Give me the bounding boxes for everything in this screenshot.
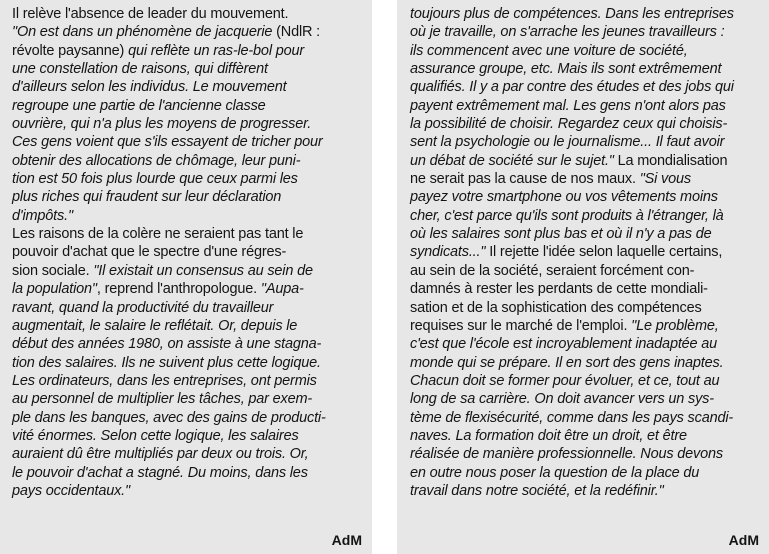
text-line — [410, 317, 761, 335]
article-column-right — [397, 0, 769, 554]
quote-text: travail dans notre société, et la redéfinir." — [410, 482, 664, 499]
text-line — [410, 354, 761, 372]
quote-text: syndicats..." — [410, 244, 490, 261]
text-line — [410, 262, 761, 280]
body-text: requises sur le marché de l'emploi. — [410, 317, 632, 334]
body-text: , reprend l'anthropologue. — [96, 281, 261, 298]
text-line — [410, 207, 761, 225]
text-line — [12, 170, 363, 188]
quote-text: "Il existait un consensus au sein de — [93, 262, 313, 279]
quote-text: "Le problème, — [631, 317, 719, 334]
text-line — [410, 188, 761, 206]
text-line — [410, 60, 761, 78]
quote-text: d'impôts." — [12, 207, 73, 224]
quote-text: Chacun doit se former pour évoluer, et ce, tout au — [410, 372, 720, 389]
text-line — [12, 97, 363, 115]
quote-text: qui reflète un ras-le-bol pour — [128, 42, 305, 59]
quote-text: assurance groupe, etc. Mais ils sont extrêmement — [410, 61, 722, 78]
quote-text: le pouvoir d'achat a stagné. Du moins, dans les — [12, 464, 308, 481]
quote-text: un débat de société sur le sujet." — [410, 152, 618, 169]
article-column-left — [0, 0, 372, 554]
text-line — [410, 97, 761, 115]
body-text: pouvoir d'achat que le spectre d'une régres- — [12, 244, 287, 261]
text-line — [12, 152, 363, 170]
text-line — [12, 445, 363, 463]
text-line — [410, 280, 761, 298]
quote-text: ils commencent avec une voiture de société, — [410, 42, 688, 59]
quote-text: ravant, quand la productivité du travailleur — [12, 299, 274, 316]
text-line — [12, 354, 363, 372]
text-line — [410, 225, 761, 243]
quote-text: où je travaille, on s'arrache les jeunes travailleurs : — [410, 24, 725, 41]
text-line — [12, 317, 363, 335]
author-signature: AdM — [331, 532, 362, 548]
text-line — [410, 243, 761, 261]
body-text: Il rejette l'idée selon laquelle certains, — [489, 244, 723, 261]
text-line — [12, 243, 363, 261]
quote-text: ouvrière, qui n'a plus les moyens de progresser. — [12, 116, 312, 133]
quote-text: réalisée de manière professionnelle. Nous devons — [410, 446, 723, 463]
text-line — [410, 427, 761, 445]
text-line — [12, 42, 363, 60]
quote-text: la possibilité de choisir. Regardez ceux qui choisis- — [410, 116, 728, 133]
text-line — [410, 464, 761, 482]
quote-text: "Si vous — [639, 171, 691, 188]
quote-text: qualifiés. Il y a par contre des études et des jobs qui — [410, 79, 734, 96]
quote-text: long de sa carrière. On doit avancer vers un sys- — [410, 391, 714, 408]
quote-text: sent la psychologie ou le journalisme... Il faut avoir — [410, 134, 725, 151]
quote-text: payent extrêmement mal. Les gens n'ont alors pas — [410, 97, 726, 114]
text-line — [410, 390, 761, 408]
text-line — [12, 60, 363, 78]
text-line — [12, 188, 363, 206]
quote-text: Ces gens voient que s'ils essayent de tricher pour — [12, 134, 323, 151]
quote-text: regroupe une partie de l'ancienne classe — [12, 97, 266, 114]
text-line — [410, 152, 761, 170]
text-line — [410, 335, 761, 353]
quote-text: auraient dû être multipliés par deux ou trois. Or, — [12, 446, 309, 463]
text-line — [12, 390, 363, 408]
body-text: damnés à rester les perdants de cette mondiali- — [410, 281, 708, 298]
quote-text: "On est dans un phénomène de jacquerie — [12, 24, 277, 41]
quote-text: naves. La formation doit être un droit, et être — [410, 427, 687, 444]
quote-text: au personnel de multiplier les tâches, par exem- — [12, 391, 313, 408]
quote-text: en outre nous poser la question de la place du — [410, 464, 700, 481]
quote-text: payez votre smartphone ou vos vêtements moins — [410, 189, 718, 206]
quote-text: "Aupa- — [260, 281, 304, 298]
text-line — [12, 335, 363, 353]
text-line — [12, 207, 363, 225]
body-text: Il relève l'absence de leader du mouvement. — [12, 6, 289, 22]
text-line — [410, 445, 761, 463]
quote-text: obtenir des allocations de chômage, leur puni- — [12, 152, 301, 169]
text-line — [410, 482, 761, 500]
quote-text: c'est que l'école est incroyablement inadaptée au — [410, 336, 718, 353]
article-body-right — [410, 5, 761, 500]
text-line — [410, 23, 761, 41]
body-text: sion sociale. — [12, 262, 94, 279]
quote-text: plus riches qui fraudent sur leur déclaration — [12, 189, 282, 206]
text-line — [12, 280, 363, 298]
text-line — [12, 225, 363, 243]
text-line — [12, 5, 363, 23]
text-line — [12, 299, 363, 317]
text-line — [410, 115, 761, 133]
text-line — [12, 78, 363, 96]
text-line — [12, 409, 363, 427]
text-line — [410, 42, 761, 60]
text-line — [410, 133, 761, 151]
text-line — [12, 482, 363, 500]
body-text: au sein de la société, seraient forcément con- — [410, 262, 695, 279]
author-signature: AdM — [728, 532, 759, 548]
body-text: révolte paysanne) — [12, 42, 129, 59]
text-line — [12, 427, 363, 445]
quote-text: monde qui se prépare. Il en sort des gens inaptes. — [410, 354, 724, 371]
text-line — [12, 115, 363, 133]
quote-text: une constellation de raisons, qui diffèrent — [12, 61, 268, 78]
text-line — [410, 170, 761, 188]
text-line — [410, 5, 761, 23]
quote-text: la population" — [12, 281, 97, 298]
quote-text: toujours plus de compétences. Dans les entreprises — [410, 6, 734, 22]
quote-text: cher, c'est parce qu'ils sont produits à l'étranger, là — [410, 207, 724, 224]
text-line — [12, 23, 363, 41]
quote-text: d'ailleurs selon les individus. Le mouvement — [12, 79, 287, 96]
quote-text: tème de flexisécurité, comme dans les pays scandi- — [410, 409, 734, 426]
quote-text: tion des salaires. Ils ne suivent plus cette logique. — [12, 354, 321, 371]
quote-text: ple dans les banques, avec des gains de producti- — [12, 409, 326, 426]
quote-text: début des années 1980, on assiste à une stagna- — [12, 336, 322, 353]
body-text: Les raisons de la colère ne seraient pas tant le — [12, 226, 304, 243]
quote-text: pays occidentaux." — [12, 482, 130, 499]
text-line — [410, 409, 761, 427]
quote-text: augmentait, le salaire le reflétait. Or, depuis le — [12, 317, 298, 334]
quote-text: vité énormes. Selon cette logique, les salaires — [12, 427, 299, 444]
text-line — [12, 133, 363, 151]
body-text: (NdlR : — [276, 24, 321, 41]
body-text: sation et de la sophistication des compétences — [410, 299, 702, 316]
body-text: ne serait pas la cause de nos maux. — [410, 171, 640, 188]
text-line — [410, 78, 761, 96]
text-line — [12, 464, 363, 482]
quote-text: tion est 50 fois plus lourde que ceux parmi les — [12, 171, 298, 188]
text-line — [410, 372, 761, 390]
quote-text: où les salaires sont plus bas et où il n'y a pas de — [410, 226, 712, 243]
body-text: La mondialisation — [617, 152, 728, 169]
article-body-left — [12, 5, 363, 500]
quote-text: Les ordinateurs, dans les entreprises, ont permis — [12, 372, 317, 389]
text-line — [12, 262, 363, 280]
text-line — [410, 299, 761, 317]
text-line — [12, 372, 363, 390]
